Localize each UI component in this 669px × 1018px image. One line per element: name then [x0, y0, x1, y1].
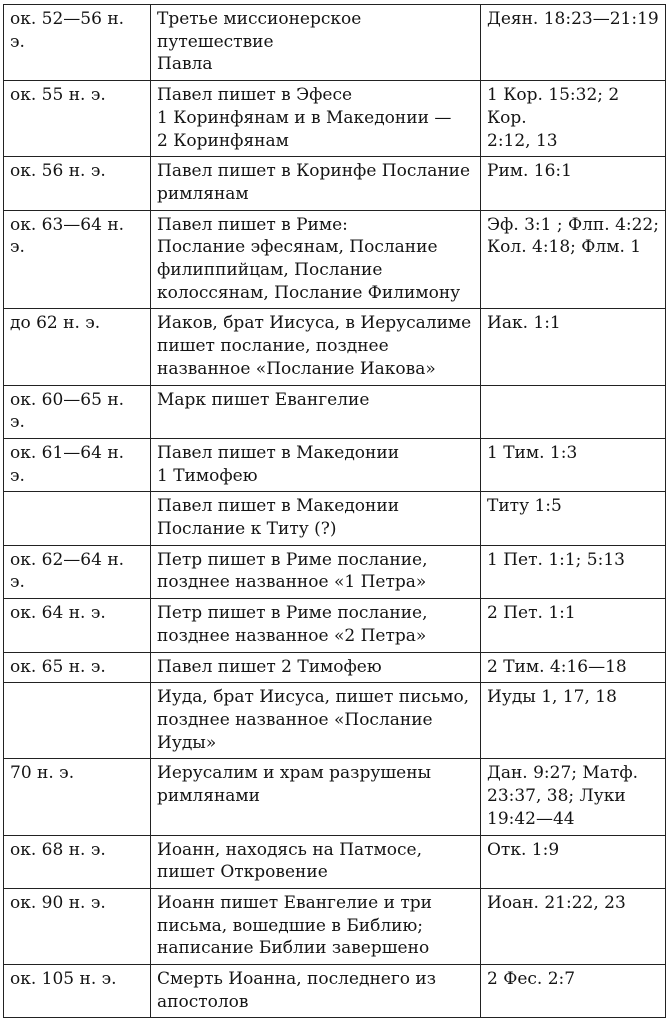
- reference-cell: Иуды 1, 17, 18: [481, 683, 666, 759]
- date-cell: ок. 55 н. э.: [4, 81, 151, 157]
- event-cell: Иерусалим и храм разрушены римлянами: [151, 759, 481, 835]
- event-cell: Марк пишет Евангелие: [151, 385, 481, 438]
- table-row: [4, 965, 666, 1018]
- reference-cell: Деян. 18:23—21:19: [481, 5, 666, 81]
- table-row: [4, 759, 666, 835]
- event-cell: Иоанн, находясь на Патмосе, пишет Откровение: [151, 835, 481, 888]
- event-cell: Павел пишет 2 Тимофею: [151, 652, 481, 683]
- event-cell: Иоанн пишет Евангелие и три письма, вошедшие в Библию; написание Библии завершено: [151, 888, 481, 964]
- event-cell: Павел пишет в Риме: Послание эфесянам, Послание филиппийцам, Послание колоссянам, Послание Филимону: [151, 210, 481, 309]
- date-cell: ок. 64 н. э.: [4, 599, 151, 652]
- date-cell: ок. 65 н. э.: [4, 652, 151, 683]
- table-row: [4, 309, 666, 385]
- event-cell: Павел пишет в Македонии 1 Тимофею: [151, 438, 481, 491]
- table-row: [4, 385, 666, 438]
- date-cell: ок. 63—64 н. э.: [4, 210, 151, 309]
- table-row: [4, 683, 666, 759]
- date-cell: ок. 90 н. э.: [4, 888, 151, 964]
- reference-cell: 1 Пет. 1:1; 5:13: [481, 545, 666, 598]
- date-cell: 70 н. э.: [4, 759, 151, 835]
- date-cell: ок. 68 н. э.: [4, 835, 151, 888]
- event-cell: Третье миссионерское путешествие Павла: [151, 5, 481, 81]
- table-row: [4, 652, 666, 683]
- table-row: [4, 888, 666, 964]
- event-cell: Иуда, брат Иисуса, пишет письмо, позднее названное «Послание Иуды»: [151, 683, 481, 759]
- table-row: [4, 835, 666, 888]
- date-cell: ок. 62—64 н. э.: [4, 545, 151, 598]
- reference-cell: 2 Пет. 1:1: [481, 599, 666, 652]
- table-row: [4, 599, 666, 652]
- reference-cell: Рим. 16:1: [481, 157, 666, 210]
- reference-cell: 2 Тим. 4:16—18: [481, 652, 666, 683]
- date-cell: ок. 60—65 н. э.: [4, 385, 151, 438]
- event-cell: Павел пишет в Коринфе Послание римлянам: [151, 157, 481, 210]
- event-cell: Иаков, брат Иисуса, в Иерусалиме пишет послание, позднее названное «Послание Иакова»: [151, 309, 481, 385]
- reference-cell: Иоан. 21:22, 23: [481, 888, 666, 964]
- date-cell: ок. 56 н. э.: [4, 157, 151, 210]
- table-row: [4, 157, 666, 210]
- date-cell: [4, 683, 151, 759]
- table-row: [4, 545, 666, 598]
- chronology-table-body: [4, 5, 666, 1018]
- date-cell: до 62 н. э.: [4, 309, 151, 385]
- reference-cell: 2 Фес. 2:7: [481, 965, 666, 1018]
- table-row: [4, 5, 666, 81]
- reference-cell: Титу 1:5: [481, 492, 666, 545]
- reference-cell: [481, 385, 666, 438]
- chronology-table: [3, 4, 666, 1018]
- date-cell: ок. 61—64 н. э.: [4, 438, 151, 491]
- date-cell: ок. 52—56 н. э.: [4, 5, 151, 81]
- reference-cell: 1 Тим. 1:3: [481, 438, 666, 491]
- table-row: [4, 210, 666, 309]
- event-cell: Петр пишет в Риме послание, позднее названное «1 Петра»: [151, 545, 481, 598]
- date-cell: [4, 492, 151, 545]
- event-cell: Петр пишет в Риме послание, позднее названное «2 Петра»: [151, 599, 481, 652]
- reference-cell: Иак. 1:1: [481, 309, 666, 385]
- reference-cell: 1 Кор. 15:32; 2 Кор. 2:12, 13: [481, 81, 666, 157]
- reference-cell: Отк. 1:9: [481, 835, 666, 888]
- event-cell: Смерть Иоанна, последнего из апостолов: [151, 965, 481, 1018]
- reference-cell: Дан. 9:27; Матф. 23:37, 38; Луки 19:42—44: [481, 759, 666, 835]
- table-row: [4, 438, 666, 491]
- event-cell: Павел пишет в Эфесе 1 Коринфянам и в Македонии — 2 Коринфянам: [151, 81, 481, 157]
- table-row: [4, 81, 666, 157]
- reference-cell: Эф. 3:1 ; Флп. 4:22; Кол. 4:18; Флм. 1: [481, 210, 666, 309]
- table-row: [4, 492, 666, 545]
- event-cell: Павел пишет в Македонии Послание к Титу (?): [151, 492, 481, 545]
- date-cell: ок. 105 н. э.: [4, 965, 151, 1018]
